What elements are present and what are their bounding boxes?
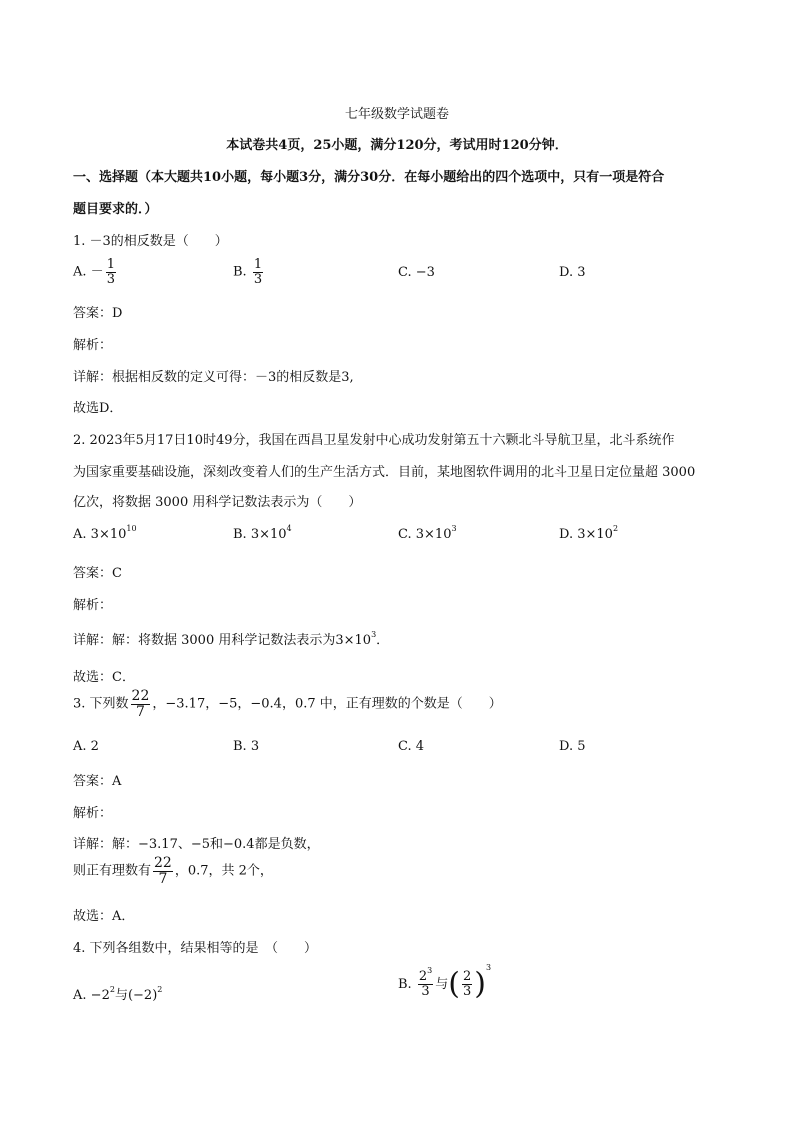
q3-option-d: D. 5	[559, 739, 586, 754]
q3-detail2	[73, 856, 273, 886]
q2-option-b-label: B.	[233, 527, 247, 542]
q3-detail2-prefix: 则正有理数有	[73, 863, 152, 879]
q1-option-c-value: −3	[415, 265, 435, 280]
q4-option-a-with: 与	[114, 988, 128, 1003]
q4-option-b-inner-numerator: 2	[462, 969, 472, 985]
exam-instructions: 本试卷共4页，25小题，满分120分，考试用时120分钟．	[226, 138, 568, 153]
q2-analysis-label: 解析：	[73, 598, 113, 613]
q2-option-c-label: C.	[398, 527, 412, 542]
q1-option-a	[73, 258, 118, 286]
q3-stem-numerator: 22	[131, 688, 150, 704]
q4-option-b-denominator: 3	[421, 984, 430, 999]
q4-option-b-exponent: 3	[485, 963, 492, 972]
q1-detail: 详解：根据相反数的定义可得：－3的相反数是3,	[73, 370, 354, 385]
q4-option-b-num-exponent: 3	[427, 966, 433, 976]
q1-option-b	[233, 258, 265, 286]
q1-option-c-label: C.	[398, 265, 412, 280]
q3-detail: 详解：解：−3.17、−5和−0.4都是负数，	[73, 837, 320, 852]
q1-option-a-label: A.	[73, 264, 87, 280]
q4-option-b-numerator: 2	[418, 969, 428, 985]
q2-choice: 故选：C．	[73, 670, 135, 685]
q1-choice: 故选D．	[73, 401, 123, 416]
q1-answer: 答案：D	[73, 306, 123, 321]
section-heading-line1: 一、选择题（本大题共10小题，每小题3分，满分30分．在每小题给出的四个选项中，只有一项是符合	[73, 170, 665, 185]
q1-option-c	[398, 265, 435, 280]
q4-option-a-exp1: 2	[109, 985, 115, 994]
q1-option-d-label: D.	[559, 265, 574, 280]
q4-option-b-label: B.	[398, 977, 412, 992]
q2-option-d	[559, 524, 619, 542]
q3-stem-fraction	[131, 689, 151, 719]
q4-option-a	[73, 984, 162, 1003]
q2-detail	[73, 629, 389, 648]
q1-option-b-label: B.	[233, 264, 247, 280]
q4-option-b-num-wrap	[418, 966, 433, 985]
q1-option-a-fraction	[106, 258, 116, 286]
q2-option-a-label: A.	[73, 527, 87, 542]
q1-stem: 1. －3的相反数是（ ）	[73, 234, 228, 249]
q1-option-a-sign: －	[90, 264, 104, 280]
q3-detail2-fraction	[153, 856, 173, 886]
q2-answer: 答案：C	[73, 566, 122, 581]
q4-option-b-fraction2	[462, 970, 472, 998]
q1-option-d-value: 3	[577, 265, 586, 280]
q2-detail-suffix: ．	[376, 633, 390, 648]
q2-option-d-exponent: 2	[612, 524, 619, 533]
q1-option-a-denominator: 3	[106, 271, 115, 287]
q3-choice: 故选：A．	[73, 909, 135, 924]
q1-option-a-numerator: 1	[106, 257, 115, 272]
q2-option-a	[73, 524, 137, 542]
q3-stem	[73, 689, 502, 719]
q4-stem: 4. 下列各组数中，结果相等的是 （ ）	[73, 941, 318, 956]
q3-option-c: C. 4	[398, 739, 425, 754]
q2-option-a-exponent: 10	[126, 524, 137, 533]
q4-option-a-expr1: −2	[90, 988, 110, 1003]
q4-option-b-left-paren: (	[448, 966, 460, 1002]
q2-option-b-base: 3×10	[250, 527, 287, 542]
page-title: 七年级数学试题卷	[344, 107, 449, 122]
q3-option-b: B. 3	[233, 739, 260, 754]
q2-detail-base: 3×10	[335, 633, 372, 648]
q1-option-d	[559, 265, 586, 280]
q3-detail2-numerator: 22	[154, 855, 172, 871]
q3-stem-prefix: 3. 下列数	[73, 696, 129, 712]
q2-option-b	[233, 524, 292, 542]
q4-option-a-expr2: (−2)	[127, 988, 158, 1003]
q2-option-a-base: 3×10	[90, 527, 127, 542]
q3-option-a: A. 2	[73, 739, 99, 754]
q2-stem-line2: 为国家重要基础设施，深刻改变着人们的生产生活方式．目前，某地图软件调用的北斗卫星日定位量超 3000	[73, 465, 696, 480]
q1-option-b-numerator: 1	[253, 257, 263, 272]
q2-stem-line3: 亿次，将数据 3000 用科学记数法表示为（ ）	[73, 495, 362, 510]
q4-option-a-exp2: 2	[157, 985, 163, 994]
q2-option-b-exponent: 4	[286, 524, 292, 533]
section-heading-line2: 题目要求的．）	[73, 202, 158, 217]
q3-answer: 答案：A	[73, 774, 122, 789]
q3-stem-denominator: 7	[136, 703, 145, 720]
q2-option-c-base: 3×10	[415, 527, 452, 542]
q4-option-a-label: A.	[73, 988, 87, 1003]
q2-option-d-base: 3×10	[577, 527, 613, 542]
q1-analysis-label: 解析：	[73, 338, 113, 353]
q4-option-b	[398, 963, 492, 1002]
q2-option-c	[398, 524, 457, 542]
q2-option-d-label: D.	[559, 527, 574, 542]
q2-detail-text: 详解：解：将数据 3000 用科学记数法表示为	[73, 633, 336, 648]
q4-option-b-fraction1	[418, 966, 433, 999]
q3-analysis-label: 解析：	[73, 806, 113, 821]
q4-option-b-with: 与	[435, 977, 449, 992]
q3-stem-suffix: ，−3.17，−5，−0.4，0.7 中，正有理数的个数是（ ）	[152, 696, 502, 712]
q2-option-c-exponent: 3	[451, 524, 457, 533]
q3-detail2-denominator: 7	[158, 870, 168, 887]
q4-option-b-inner-denominator: 3	[462, 984, 472, 999]
q3-detail2-suffix: ，0.7，共 2个，	[174, 863, 273, 879]
q1-option-b-fraction	[253, 258, 263, 286]
q4-option-b-right-paren: )	[474, 966, 486, 1002]
q1-option-b-denominator: 3	[253, 271, 263, 287]
q2-stem-line1: 2. 2023年5月17日10时49分，我国在西昌卫星发射中心成功发射第五十六颗北斗导航卫星，北斗系统作	[73, 433, 675, 448]
q2-detail-exponent: 3	[371, 630, 377, 639]
